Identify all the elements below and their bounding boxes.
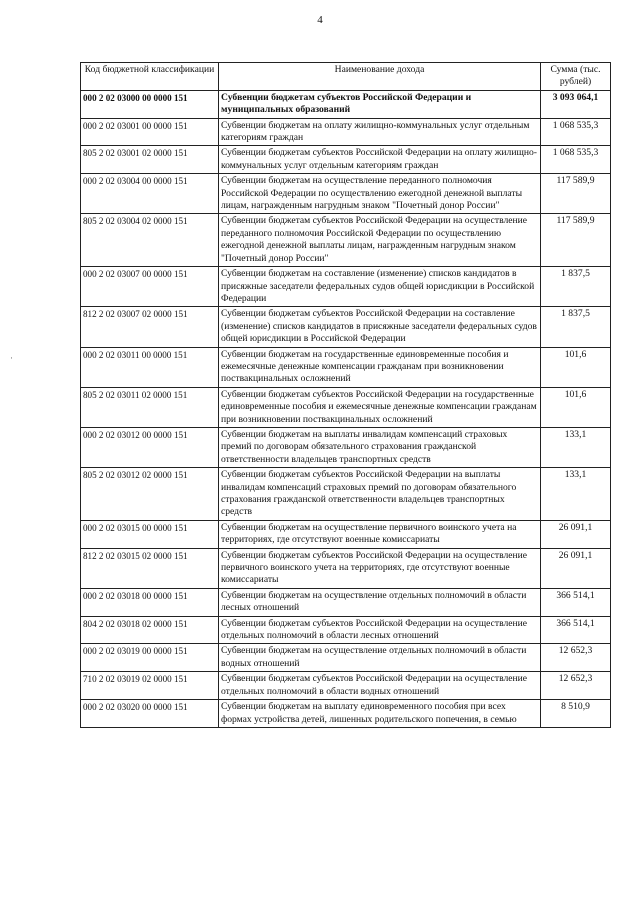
amount-cell: 12 652,3 — [541, 644, 611, 672]
budget-code-cell: 000 2 02 03020 00 0000 151 — [81, 700, 219, 728]
header-name: Наименование дохода — [219, 63, 541, 91]
table-row — [81, 427, 611, 467]
budget-code-cell: 804 2 02 03018 02 0000 151 — [81, 616, 219, 644]
revenue-name-cell: Субвенции бюджетам на выплату единовременного пособия при всех формах устройства детей, лишенных родительского попечения, в семью — [219, 700, 541, 728]
amount-cell: 8 510,9 — [541, 700, 611, 728]
table-header-row — [81, 63, 611, 91]
revenue-name-cell: Субвенции бюджетам субъектов Российской Федерации на государственные единовременные пособия и ежемесячные денежные компенсации гражданам при возникновении поствакцинальных осложнений — [219, 387, 541, 427]
header-code: Код бюджетной классификации — [81, 63, 219, 91]
revenue-name-cell: Субвенции бюджетам на осуществление отдельных полномочий в области лесных отношений — [219, 588, 541, 616]
revenue-name-cell: Субвенции бюджетам на государственные единовременные пособия и ежемесячные денежные компенсации гражданам при возникновении поствакцинальных осложнений — [219, 347, 541, 387]
amount-cell: 26 091,1 — [541, 548, 611, 588]
budget-code-cell: 000 2 02 03007 00 0000 151 — [81, 267, 219, 307]
amount-cell: 133,1 — [541, 468, 611, 521]
table-row — [81, 174, 611, 214]
page-number: 4 — [317, 14, 323, 26]
revenue-name-cell: Субвенции бюджетам на оплату жилищно-коммунальных услуг отдельным категориям граждан — [219, 118, 541, 146]
budget-code-cell: 000 2 02 03012 00 0000 151 — [81, 427, 219, 467]
table-row — [81, 672, 611, 700]
table-body — [81, 90, 611, 727]
amount-cell: 1 068 535,3 — [541, 118, 611, 146]
amount-cell: 101,6 — [541, 387, 611, 427]
budget-code-cell: 805 2 02 03004 02 0000 151 — [81, 214, 219, 267]
table-row — [81, 146, 611, 174]
revenue-name-cell: Субвенции бюджетам субъектов Российской Федерации на составление (изменение) списков кандидатов в присяжные заседатели федеральных судов общей юрисдикции в Российской Федерации — [219, 307, 541, 347]
amount-cell: 366 514,1 — [541, 588, 611, 616]
budget-code-cell: 805 2 02 03001 02 0000 151 — [81, 146, 219, 174]
budget-code-cell: 805 2 02 03011 02 0000 151 — [81, 387, 219, 427]
revenue-name-cell: Субвенции бюджетам субъектов Российской Федерации и муниципальных образований — [219, 90, 541, 118]
revenue-name-cell: Субвенции бюджетам субъектов Российской Федерации на осуществление переданного полномочия Российской Федерации по осуществлению ежегодной денежной выплаты лицам, награжденным нагрудным знаком "Почетный донор России" — [219, 214, 541, 267]
budget-code-cell: 805 2 02 03012 02 0000 151 — [81, 468, 219, 521]
table-row — [81, 307, 611, 347]
revenue-name-cell: Субвенции бюджетам субъектов Российской Федерации на осуществление отдельных полномочий в области водных отношений — [219, 672, 541, 700]
budget-code-cell: 000 2 02 03000 00 0000 151 — [81, 90, 219, 118]
table-row — [81, 468, 611, 521]
amount-cell: 26 091,1 — [541, 520, 611, 548]
amount-cell: 1 837,5 — [541, 307, 611, 347]
table-row — [81, 520, 611, 548]
amount-cell: 101,6 — [541, 347, 611, 387]
table-row — [81, 118, 611, 146]
table-row — [81, 387, 611, 427]
table-row — [81, 548, 611, 588]
table-row — [81, 267, 611, 307]
budget-code-cell: 000 2 02 03011 00 0000 151 — [81, 347, 219, 387]
table-row — [81, 214, 611, 267]
revenue-name-cell: Субвенции бюджетам на составление (изменение) списков кандидатов в присяжные заседатели федеральных судов общей юрисдикции в Российской Федерации — [219, 267, 541, 307]
amount-cell: 117 589,9 — [541, 214, 611, 267]
amount-cell: 1 837,5 — [541, 267, 611, 307]
amount-cell: 3 093 064,1 — [541, 90, 611, 118]
amount-cell: 12 652,3 — [541, 672, 611, 700]
revenue-name-cell: Субвенции бюджетам на осуществление первичного воинского учета на территориях, где отсутствуют военные комиссариаты — [219, 520, 541, 548]
budget-code-cell: 812 2 02 03007 02 0000 151 — [81, 307, 219, 347]
amount-cell: 117 589,9 — [541, 174, 611, 214]
revenue-name-cell: Субвенции бюджетам на выплаты инвалидам компенсаций страховых премий по договорам обязательного страхования гражданской ответственности владельцев транспортных средств — [219, 427, 541, 467]
amount-cell: 133,1 — [541, 427, 611, 467]
budget-code-cell: 000 2 02 03015 00 0000 151 — [81, 520, 219, 548]
table-row — [81, 347, 611, 387]
revenue-name-cell: Субвенции бюджетам субъектов Российской Федерации на осуществление отдельных полномочий в области лесных отношений — [219, 616, 541, 644]
amount-cell: 366 514,1 — [541, 616, 611, 644]
table-row — [81, 588, 611, 616]
margin-mark: · — [10, 353, 13, 363]
revenue-name-cell: Субвенции бюджетам на осуществление отдельных полномочий в области водных отношений — [219, 644, 541, 672]
amount-cell: 1 068 535,3 — [541, 146, 611, 174]
revenue-name-cell: Субвенции бюджетам на осуществление переданного полномочия Российской Федерации по осуществлению ежегодной денежной выплаты лицам, награжденным нагрудным знаком "Почетный донор России" — [219, 174, 541, 214]
revenue-table — [80, 62, 611, 728]
budget-code-cell: 710 2 02 03019 02 0000 151 — [81, 672, 219, 700]
revenue-name-cell: Субвенции бюджетам субъектов Российской Федерации на осуществление первичного воинского учета на территориях, где отсутствуют военные комиссариаты — [219, 548, 541, 588]
table-row — [81, 644, 611, 672]
table-row — [81, 700, 611, 728]
budget-code-cell: 000 2 02 03001 00 0000 151 — [81, 118, 219, 146]
table-row — [81, 90, 611, 118]
revenue-name-cell: Субвенции бюджетам субъектов Российской Федерации на оплату жилищно-коммунальных услуг отдельным категориям граждан — [219, 146, 541, 174]
budget-code-cell: 812 2 02 03015 02 0000 151 — [81, 548, 219, 588]
revenue-name-cell: Субвенции бюджетам субъектов Российской Федерации на выплаты инвалидам компенсаций страховых премий по договорам обязательного страхования гражданской ответственности владельцев транспортных средств — [219, 468, 541, 521]
budget-code-cell: 000 2 02 03019 00 0000 151 — [81, 644, 219, 672]
header-amount: Сумма (тыс. рублей) — [541, 63, 611, 91]
table-row — [81, 616, 611, 644]
budget-code-cell: 000 2 02 03004 00 0000 151 — [81, 174, 219, 214]
budget-code-cell: 000 2 02 03018 00 0000 151 — [81, 588, 219, 616]
